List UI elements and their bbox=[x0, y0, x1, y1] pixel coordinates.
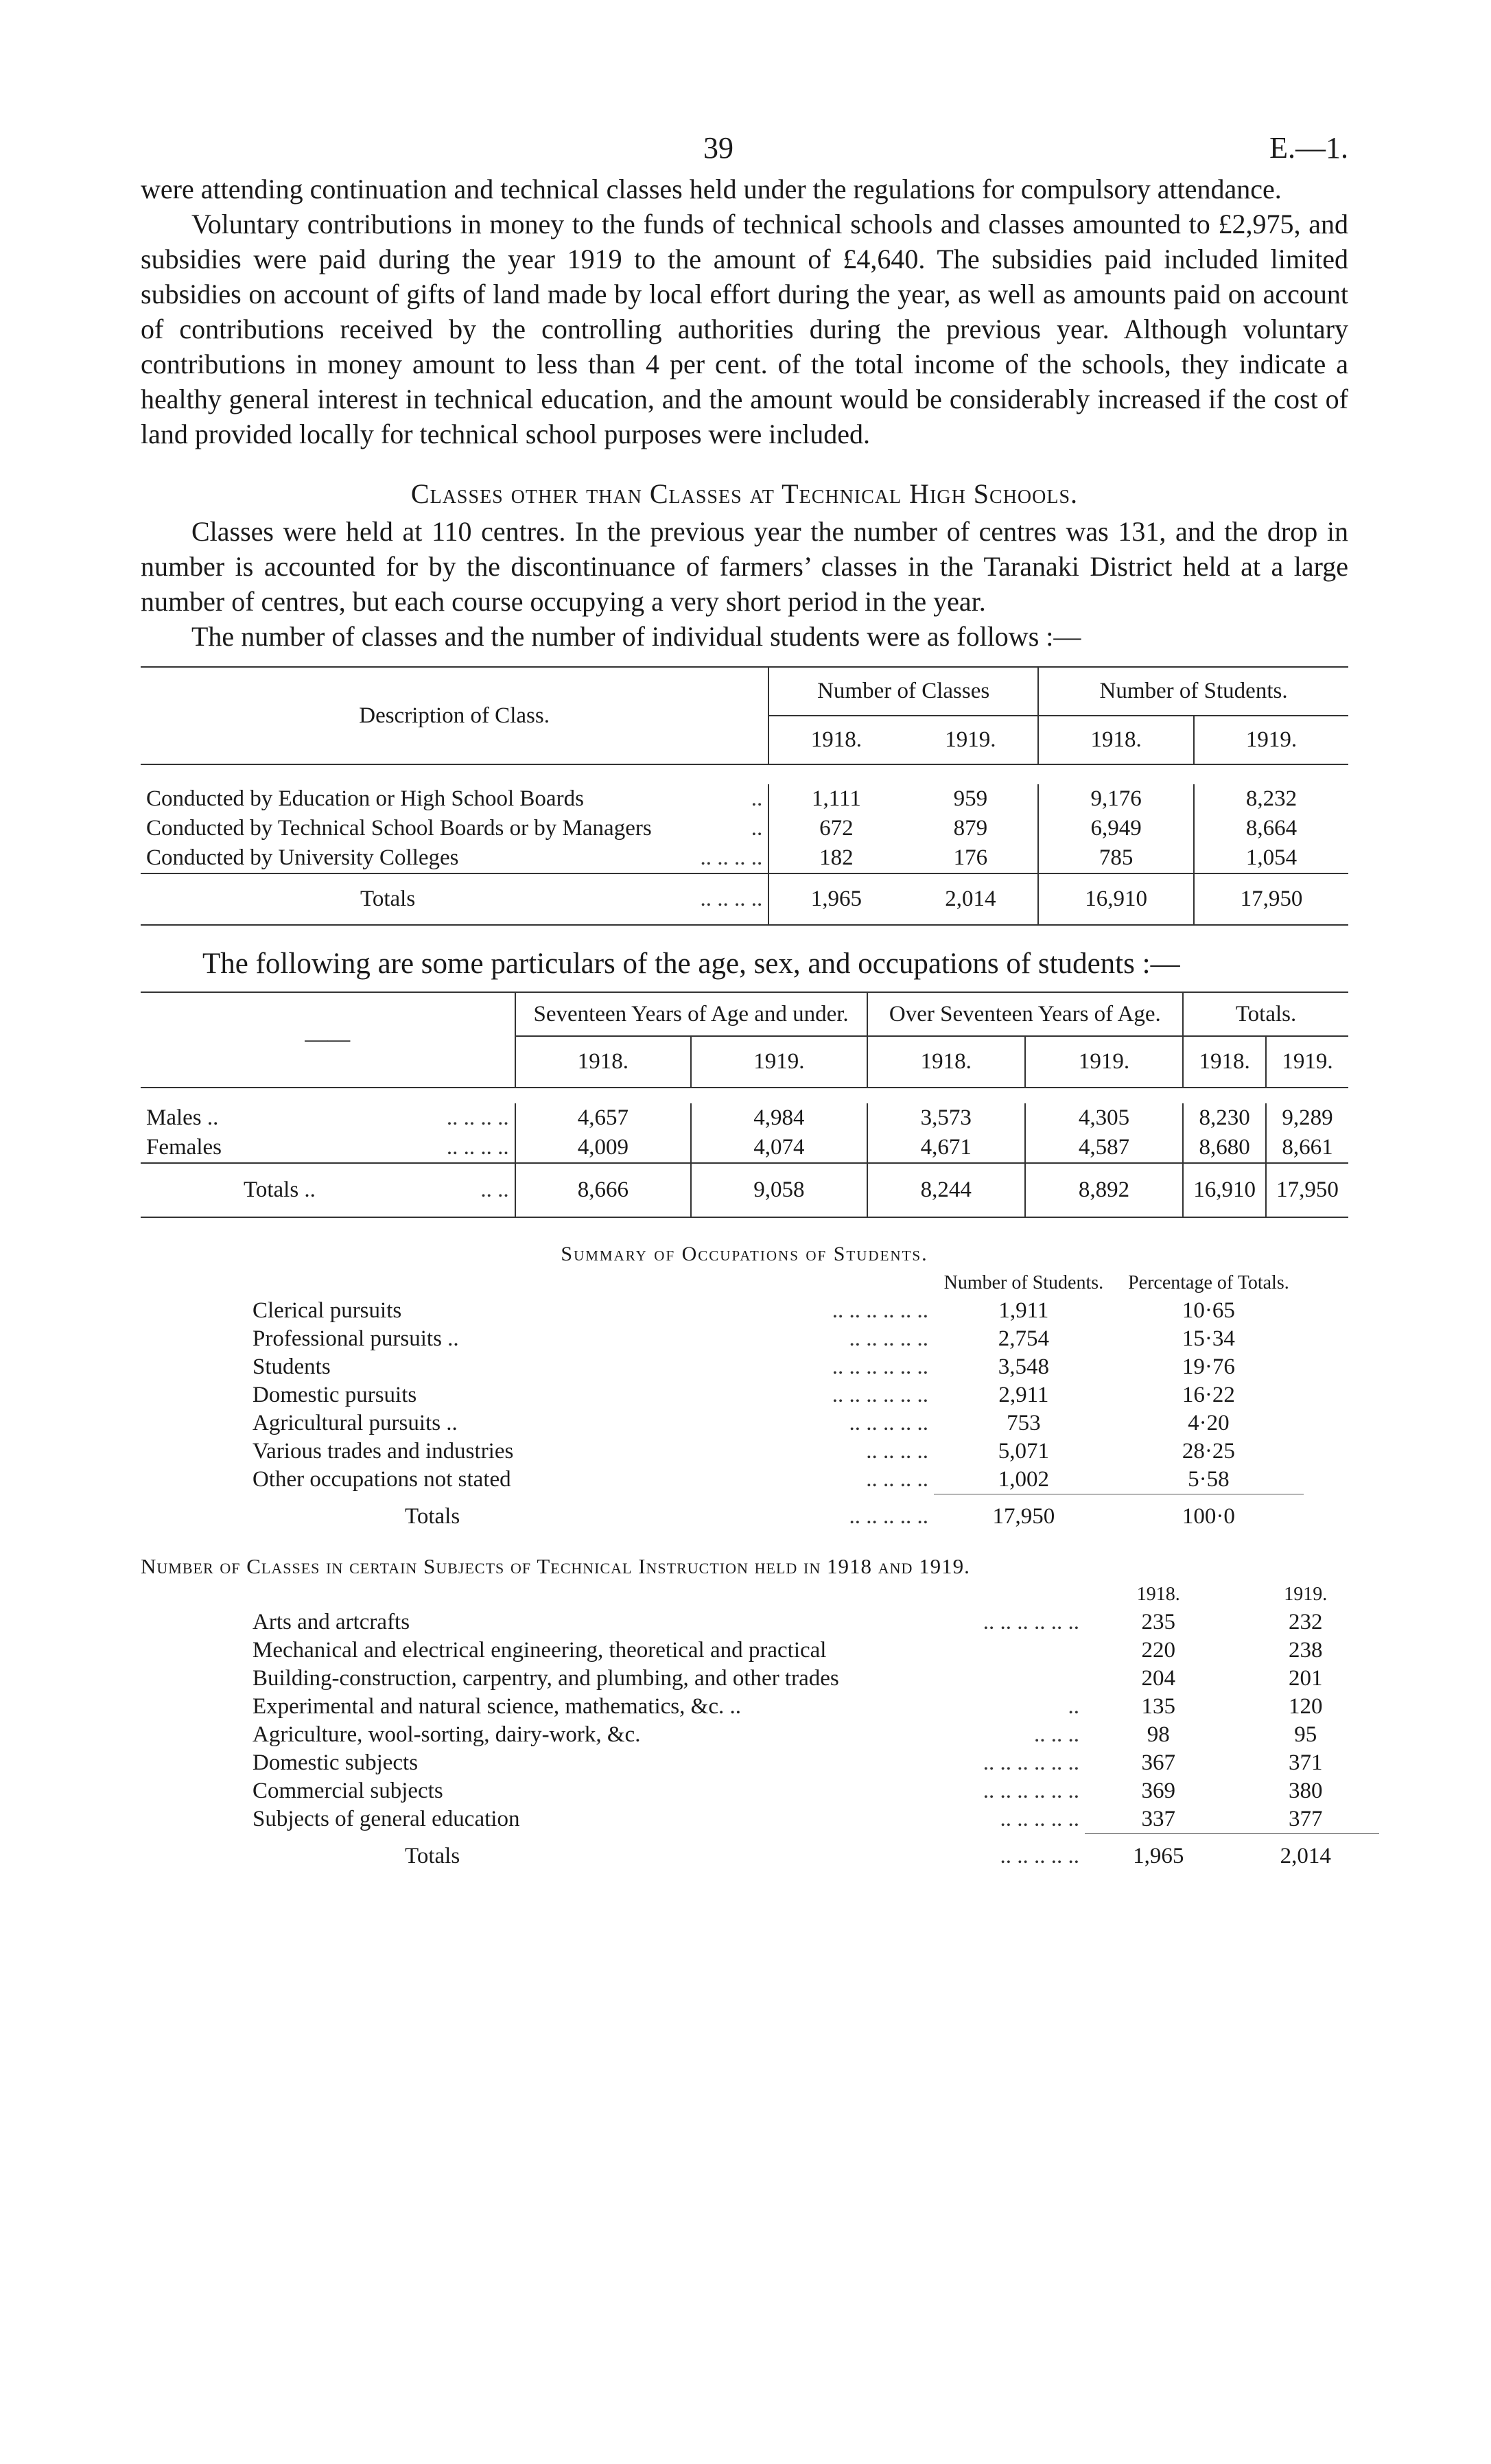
table-cell: 28·25 bbox=[1182, 1439, 1235, 1464]
document-reference: E.—1. bbox=[1269, 131, 1348, 165]
leader-dots: .. bbox=[751, 786, 763, 811]
table-cell: 1,965 bbox=[768, 873, 903, 925]
table-row bbox=[141, 1133, 1348, 1163]
table-cell: 120 bbox=[1289, 1694, 1323, 1719]
leader-dots: .. .. .. .. bbox=[700, 887, 763, 911]
table-cell: 4,984 bbox=[691, 1103, 867, 1133]
row-label: Agricultural pursuits .. bbox=[253, 1411, 458, 1435]
row-label: Agriculture, wool-sorting, dairy-work, &c. bbox=[253, 1722, 641, 1747]
table-cell: 2,754 bbox=[998, 1326, 1050, 1351]
leader-dots: .. .. .. .. bbox=[446, 1135, 509, 1160]
table-cell: 367 bbox=[1141, 1750, 1175, 1775]
year-header: 1918. bbox=[515, 1036, 692, 1088]
document-page bbox=[141, 130, 1348, 1870]
year-header: 1918. bbox=[867, 1036, 1025, 1088]
leader-dots: .. .. .. .. .. .. bbox=[832, 1298, 928, 1323]
table-row bbox=[141, 784, 1348, 814]
row-label: Arts and artcrafts bbox=[253, 1610, 410, 1634]
table-cell: 5,071 bbox=[998, 1439, 1050, 1464]
table-cell: 753 bbox=[1007, 1411, 1041, 1435]
table-cell: 10·65 bbox=[1182, 1298, 1235, 1323]
table-cell: 369 bbox=[1141, 1779, 1175, 1803]
table-cell: 220 bbox=[1141, 1638, 1175, 1663]
table-cell: 17,950 bbox=[1194, 873, 1348, 925]
row-label: Students bbox=[253, 1354, 331, 1379]
year-header: 1918. bbox=[1183, 1036, 1266, 1088]
paragraph-continuation: were attending continuation and technical classes held under the regulations for compulsory attendance. bbox=[141, 174, 1282, 204]
leader-dots: .. .. .. .. .. bbox=[849, 1411, 928, 1435]
table-row bbox=[247, 1777, 1379, 1805]
leader-dots: .. .. .. .. bbox=[700, 845, 763, 870]
leader-dots: .. .. .. .. .. .. bbox=[983, 1779, 1079, 1803]
table-row bbox=[247, 1693, 1379, 1721]
totals-label: Totals .. bbox=[244, 1177, 316, 1202]
table-row bbox=[247, 1381, 1304, 1409]
paragraph-contributions: Voluntary contributions in money to the funds of technical schools and classes amounted to £2,975, and subsidies were paid during the year 1919 to the amount of £4,640. The subsidies paid included limited subsidies on account of gifts of land made by local effort during the year, as well as amounts paid on account of contributions received by the controlling authorities during the previous year. Although voluntary contributions in money amount to less than 4 per cent. of the total income of the schools, they indicate a healthy general interest in technical education, and the amount would be considerably increased if the cost of land provided locally for technical school purposes were included. bbox=[141, 209, 1348, 449]
table-cell: 4,074 bbox=[691, 1133, 867, 1163]
table-cell: 8,244 bbox=[867, 1163, 1025, 1217]
table-row bbox=[247, 1353, 1304, 1381]
row-label: Building-construction, carpentry, and plumbing, and other trades bbox=[253, 1666, 839, 1691]
leader-dots: .. .. .. .. bbox=[866, 1467, 928, 1492]
table-cell: 377 bbox=[1232, 1805, 1380, 1834]
paragraph-centres: Classes were held at 110 centres. In the previous year the number of centres was 131, and the drop in number is accounted for by the discontinuance of farmers’ classes in the Taranaki District held at a large number of centres, but each course occupying a very short period in the year. bbox=[141, 516, 1348, 617]
table-row bbox=[247, 1325, 1304, 1353]
age-sex-table bbox=[141, 992, 1348, 1218]
subjects-table bbox=[247, 1580, 1379, 1870]
table-cell: 8,666 bbox=[515, 1163, 692, 1217]
row-label: Conducted by Education or High School Boards bbox=[146, 786, 584, 811]
table-cell: 176 bbox=[904, 843, 1038, 873]
row-label: Domestic pursuits bbox=[253, 1383, 417, 1407]
table-row bbox=[247, 1608, 1379, 1636]
leader-dots: .. .. .. .. .. .. bbox=[983, 1750, 1079, 1775]
table-cell: 380 bbox=[1289, 1779, 1323, 1803]
table-cell: 8,230 bbox=[1183, 1103, 1266, 1133]
table-cell: 16,910 bbox=[1183, 1163, 1266, 1217]
table-cell: 8,664 bbox=[1194, 814, 1348, 843]
table-row bbox=[247, 1805, 1379, 1834]
table-cell: 2,911 bbox=[998, 1383, 1049, 1407]
row-label: Commercial subjects bbox=[253, 1779, 443, 1803]
table-cell: 98 bbox=[1147, 1722, 1170, 1747]
table-row bbox=[141, 814, 1348, 843]
leader-dots: .. .. .. .. bbox=[446, 1105, 509, 1130]
table-cell: 3,573 bbox=[867, 1103, 1025, 1133]
table-cell: 4,305 bbox=[1025, 1103, 1183, 1133]
row-label: Mechanical and electrical engineering, theoretical and practical bbox=[253, 1638, 827, 1663]
row-label: Other occupations not stated bbox=[253, 1467, 511, 1492]
totals-label: Totals bbox=[405, 1843, 460, 1868]
table-cell: 371 bbox=[1289, 1750, 1323, 1775]
table-cell: 959 bbox=[953, 786, 988, 811]
table-row bbox=[247, 1636, 1379, 1665]
year-header: 1919. bbox=[691, 1036, 867, 1088]
totals-row bbox=[141, 873, 1348, 925]
table-cell: 15·34 bbox=[1182, 1326, 1235, 1351]
year-header: 1919. bbox=[1266, 1036, 1348, 1088]
table-cell: 2,014 bbox=[1280, 1844, 1331, 1868]
year-header: 1919. bbox=[1025, 1036, 1183, 1088]
year-header: 1918. bbox=[1136, 1584, 1180, 1605]
table-cell: 8,680 bbox=[1183, 1133, 1266, 1163]
table-cell: 238 bbox=[1289, 1638, 1323, 1663]
table-cell: 1,054 bbox=[1194, 843, 1348, 873]
table-cell: 17,950 bbox=[992, 1504, 1055, 1529]
col-description: Description of Class. bbox=[141, 667, 768, 764]
page-number: 39 bbox=[703, 131, 733, 165]
totals-row bbox=[247, 1494, 1304, 1532]
paragraph-particulars: The following are some particulars of the age, sex, and occupations of students :— bbox=[202, 948, 1180, 980]
classes-students-table bbox=[141, 666, 1348, 926]
table-cell: 182 bbox=[768, 843, 903, 873]
leader-dots: .. .. .. .. bbox=[866, 1439, 928, 1464]
row-label: Subjects of general education bbox=[253, 1807, 520, 1832]
table-cell: 337 bbox=[1085, 1805, 1232, 1834]
year-header: 1919. bbox=[1194, 716, 1348, 764]
table-cell: 232 bbox=[1289, 1610, 1323, 1634]
leader-dots: .. bbox=[1068, 1694, 1079, 1719]
col-blank: —— bbox=[141, 992, 515, 1088]
col-over-seventeen: Over Seventeen Years of Age. bbox=[867, 992, 1183, 1036]
table-cell: 6,949 bbox=[1038, 814, 1194, 843]
summary-title: Summary of Occupations of Students. bbox=[561, 1243, 928, 1265]
leader-dots: .. .. .. .. .. bbox=[849, 1503, 928, 1529]
row-label: Experimental and natural science, mathematics, &c. .. bbox=[253, 1694, 741, 1719]
leader-dots: .. .. .. .. .. bbox=[1000, 1807, 1079, 1832]
row-label: Clerical pursuits bbox=[253, 1298, 402, 1323]
table-row bbox=[247, 1297, 1304, 1325]
paragraph-intro-table: The number of classes and the number of individual students were as follows :— bbox=[191, 621, 1081, 652]
table-cell: 16,910 bbox=[1038, 873, 1194, 925]
year-header: 1918. bbox=[1038, 716, 1194, 764]
row-label: Domestic subjects bbox=[253, 1750, 419, 1775]
table-cell: 100·0 bbox=[1182, 1504, 1235, 1529]
row-label: Conducted by University Colleges bbox=[146, 845, 459, 870]
subjects-title: Number of Classes in certain Subjects of Technical Instruction held in 1918 and 1919. bbox=[141, 1554, 970, 1578]
col-number-of-students: Number of Students. bbox=[1038, 667, 1348, 716]
table-cell: 3,548 bbox=[998, 1354, 1050, 1379]
leader-dots: .. .. bbox=[480, 1177, 509, 1202]
table-cell: 1,911 bbox=[998, 1298, 1049, 1323]
col-totals: Totals. bbox=[1183, 992, 1348, 1036]
table-cell: 2,014 bbox=[904, 873, 1038, 925]
table-cell: 1,111 bbox=[768, 784, 903, 814]
table-row bbox=[247, 1466, 1304, 1494]
totals-row bbox=[141, 1163, 1348, 1217]
table-row bbox=[247, 1665, 1379, 1693]
table-cell: 1,965 bbox=[1133, 1844, 1184, 1868]
col-number-of-students: Number of Students. bbox=[943, 1272, 1104, 1293]
leader-dots: .. .. .. .. .. .. bbox=[832, 1354, 928, 1379]
year-header: 1919. bbox=[904, 716, 1038, 764]
leader-dots: .. bbox=[751, 816, 763, 841]
table-row bbox=[247, 1409, 1304, 1438]
table-cell: 5·58 bbox=[1114, 1466, 1304, 1494]
table-cell: 95 bbox=[1294, 1722, 1317, 1747]
section-heading: Classes other than Classes at Technical High Schools. bbox=[410, 478, 1079, 509]
totals-row bbox=[247, 1834, 1379, 1871]
table-cell: 204 bbox=[1141, 1666, 1175, 1691]
leader-dots: .. .. .. .. .. bbox=[1000, 1843, 1079, 1868]
table-cell: 17,950 bbox=[1266, 1163, 1348, 1217]
table-cell: 4,009 bbox=[515, 1133, 692, 1163]
table-row bbox=[247, 1749, 1379, 1777]
table-cell: 4,671 bbox=[867, 1133, 1025, 1163]
table-cell: 9,058 bbox=[691, 1163, 867, 1217]
table-cell: 4,657 bbox=[515, 1103, 692, 1133]
page-header bbox=[141, 130, 1348, 172]
table-cell: 16·22 bbox=[1182, 1383, 1235, 1407]
table-cell: 4·20 bbox=[1188, 1411, 1230, 1435]
table-cell: 135 bbox=[1141, 1694, 1175, 1719]
row-label: Various trades and industries bbox=[253, 1439, 514, 1464]
table-cell: 9,289 bbox=[1266, 1103, 1348, 1133]
table-cell: 8,661 bbox=[1266, 1133, 1348, 1163]
row-label: Females bbox=[146, 1135, 222, 1160]
year-header: 1918. bbox=[768, 716, 903, 764]
table-cell: 672 bbox=[768, 814, 903, 843]
table-cell: 8,892 bbox=[1025, 1163, 1183, 1217]
table-cell: 879 bbox=[953, 816, 988, 841]
table-cell: 1,002 bbox=[934, 1466, 1114, 1494]
col-number-of-classes: Number of Classes bbox=[768, 667, 1038, 716]
table-cell: 4,587 bbox=[1025, 1133, 1183, 1163]
leader-dots: .. .. .. .. .. .. bbox=[832, 1383, 928, 1407]
table-row bbox=[141, 843, 1348, 873]
year-header: 1919. bbox=[1284, 1584, 1328, 1605]
table-row bbox=[247, 1438, 1304, 1466]
row-label: Professional pursuits .. bbox=[253, 1326, 459, 1351]
table-cell: 8,232 bbox=[1194, 784, 1348, 814]
leader-dots: .. .. .. .. .. bbox=[849, 1326, 928, 1351]
table-cell: 235 bbox=[1141, 1610, 1175, 1634]
table-cell: 19·76 bbox=[1182, 1354, 1235, 1379]
leader-dots: .. .. .. .. .. .. bbox=[983, 1610, 1079, 1634]
col-percentage: Percentage of Totals. bbox=[1128, 1272, 1289, 1293]
table-cell: 201 bbox=[1289, 1666, 1323, 1691]
totals-label: Totals bbox=[405, 1503, 460, 1529]
row-label: Conducted by Technical School Boards or by Managers bbox=[146, 816, 652, 841]
table-row bbox=[247, 1721, 1379, 1749]
table-cell: 785 bbox=[1038, 843, 1194, 873]
totals-label: Totals bbox=[360, 887, 416, 911]
col-seventeen-and-under: Seventeen Years of Age and under. bbox=[515, 992, 867, 1036]
row-label: Males .. bbox=[146, 1105, 219, 1130]
occupations-summary-table bbox=[247, 1269, 1304, 1531]
table-cell: 9,176 bbox=[1038, 784, 1194, 814]
leader-dots: .. .. .. bbox=[1034, 1722, 1079, 1747]
table-row bbox=[141, 1103, 1348, 1133]
